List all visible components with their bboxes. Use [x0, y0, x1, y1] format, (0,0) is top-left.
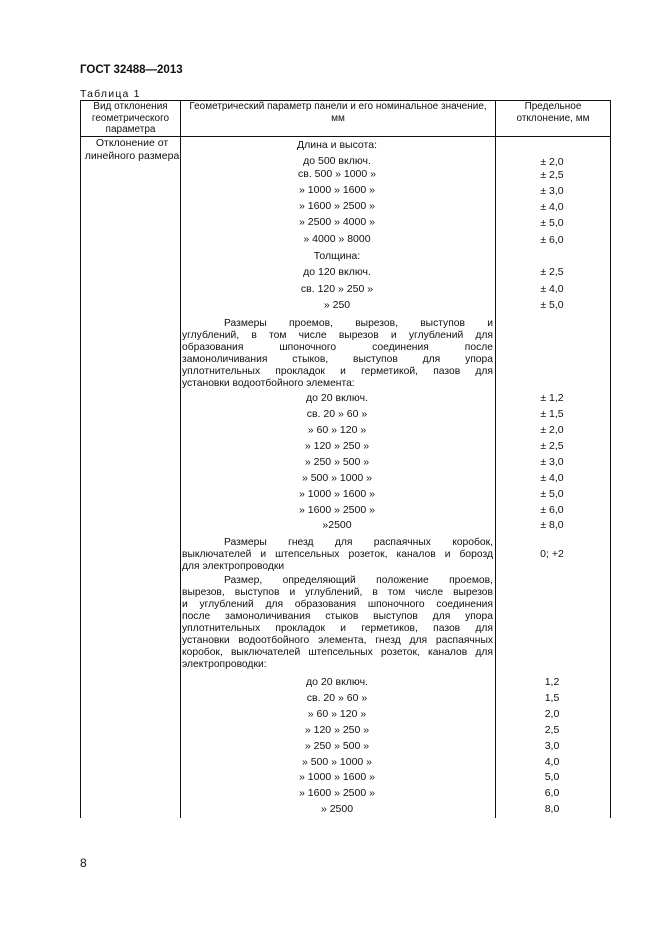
tolerance-value: 2,5: [544, 724, 560, 736]
paragraph-line: образования шпоночного соединения после: [182, 342, 493, 353]
parameter-value: до 20 включ.: [306, 392, 368, 404]
parameter-value: » 120 » 250 »: [304, 724, 370, 736]
parameter-value: » 2500: [320, 803, 354, 815]
section-title-length-height: Длина и высота:: [297, 139, 377, 151]
paragraph-openings-sizes: [182, 318, 493, 390]
paragraph-line: коробок, выключателей штепсельных розеток, каналов для: [182, 647, 493, 658]
parameter-value: » 4000 » 8000: [303, 233, 371, 245]
parameter-value: » 1600 » 2500 »: [299, 504, 375, 516]
parameter-value: » 60 » 120 »: [307, 424, 367, 436]
tolerance-value: 4,0: [544, 756, 560, 768]
column-divider-2: [495, 100, 496, 818]
parameter-value: » 120 » 250 »: [304, 440, 370, 452]
tolerance-value: ± 4,0: [540, 472, 564, 484]
table-right-border: [610, 100, 611, 818]
paragraph-socket-sizes: [182, 537, 493, 573]
tolerance-value: ± 5,0: [540, 488, 564, 500]
paragraph-line: Размеры гнезд для распаячных коробок,: [224, 537, 493, 548]
tolerance-value: ± 5,0: [540, 217, 564, 229]
tolerance-value: 3,0: [544, 740, 560, 752]
parameter-value: св. 120 » 250 »: [300, 283, 374, 295]
tolerance-value: 8,0: [544, 803, 560, 815]
parameter-value: » 1000 » 1600 »: [299, 184, 375, 196]
tolerance-value: ± 8,0: [540, 519, 564, 531]
paragraph-line: для электропроводки: [182, 561, 285, 572]
tolerance-value: ± 2,0: [540, 424, 564, 436]
parameter-value: до 120 включ.: [303, 266, 371, 278]
paragraph-line: электропроводки:: [182, 659, 267, 670]
tolerance-value: ± 6,0: [540, 234, 564, 246]
header-deviation-type: Вид отклонения геометрического параметра: [91, 101, 170, 135]
parameter-value: до 20 включ.: [306, 676, 368, 688]
deviation-type-text: Отклонение от линейного размера: [84, 137, 180, 162]
paragraph-line: замоноличивания стыков, выступов для упора: [182, 354, 493, 365]
tolerance-value: ± 2,5: [540, 266, 564, 278]
paragraph-line: установки водоотбойного элемента:: [182, 378, 355, 389]
parameter-value: » 1600 » 2500 »: [299, 787, 375, 799]
document-header: ГОСТ 32488—2013: [80, 64, 183, 76]
parameter-value: » 2500 » 4000 »: [299, 216, 375, 228]
tolerance-value: ± 2,5: [540, 440, 564, 452]
parameter-value: св. 20 » 60 »: [306, 692, 368, 704]
tolerance-value: ± 4,0: [540, 201, 564, 213]
paragraph-line: углублений, в том числе вырезов и углублений для: [182, 330, 493, 341]
parameter-value: св. 20 » 60 »: [306, 408, 368, 420]
tolerance-value: ± 2,0: [540, 156, 564, 168]
paragraph-line: выключателей и штепсельных розеток, каналов и борозд: [182, 549, 493, 560]
parameter-value: » 1000 » 1600 »: [299, 771, 375, 783]
tolerance-value: ± 3,0: [540, 185, 564, 197]
paragraph-line: Размеры проемов, вырезов, выступов и: [224, 318, 493, 329]
tolerance-value: 0; +2: [540, 548, 564, 560]
tolerance-value: 1,5: [544, 692, 560, 704]
paragraph-line: уплотнительных прокладок и герметикой, пазов для: [182, 366, 493, 377]
paragraph-position-size: [182, 575, 493, 671]
paragraph-line: вырезов, выступов и углублений, в том числе вырезов: [182, 587, 493, 598]
section-title-thickness: Толщина:: [313, 250, 361, 262]
tolerance-value: ± 3,0: [540, 456, 564, 468]
parameter-value: » 1000 » 1600 »: [299, 488, 375, 500]
parameter-value: до 500 включ.: [303, 155, 371, 167]
paragraph-line: уплотнительных прокладок и герметиков, пазов для: [182, 623, 493, 634]
parameter-value: » 250 » 500 »: [304, 456, 370, 468]
tolerance-value: ± 1,2: [540, 392, 564, 404]
column-divider-1: [180, 100, 181, 818]
table-left-border: [80, 100, 81, 818]
parameter-value: » 60 » 120 »: [307, 708, 367, 720]
parameter-value: » 500 » 1000 »: [301, 472, 373, 484]
tolerance-value: ± 5,0: [540, 299, 564, 311]
tolerance-value: ± 6,0: [540, 504, 564, 516]
tolerance-value: 6,0: [544, 787, 560, 799]
tolerance-value: 5,0: [544, 771, 560, 783]
parameter-value: »2500: [322, 519, 352, 531]
table-caption: Таблица 1: [80, 88, 141, 100]
tolerance-value: 1,2: [544, 676, 560, 688]
paragraph-line: и углублений для образования шпоночного соединения: [182, 599, 493, 610]
tolerance-value: ± 4,0: [540, 283, 564, 295]
paragraph-line: после замоноличивания стыков выступов для упора: [182, 611, 493, 622]
paragraph-line: Размер, определяющий положение проемов,: [224, 575, 493, 586]
parameter-value: св. 500 » 1000 »: [298, 168, 376, 180]
tolerance-value: 2,0: [544, 708, 560, 720]
parameter-value: » 250: [323, 299, 351, 311]
parameter-value: » 250 » 500 »: [304, 740, 370, 752]
header-limit-deviation: Предельное отклонение, мм: [516, 101, 590, 124]
tolerance-value: ± 2,5: [540, 169, 564, 181]
tolerance-value: ± 1,5: [540, 408, 564, 420]
parameter-value: » 1600 » 2500 »: [299, 200, 375, 212]
page-number: 8: [80, 856, 87, 870]
parameter-value: » 500 » 1000 »: [301, 756, 373, 768]
header-geometric-parameter: Геометрический параметр панели и его номинальное значение, мм: [189, 101, 487, 124]
paragraph-line: установки водоотбойного элемента, гнезд для распаячных: [182, 635, 493, 646]
